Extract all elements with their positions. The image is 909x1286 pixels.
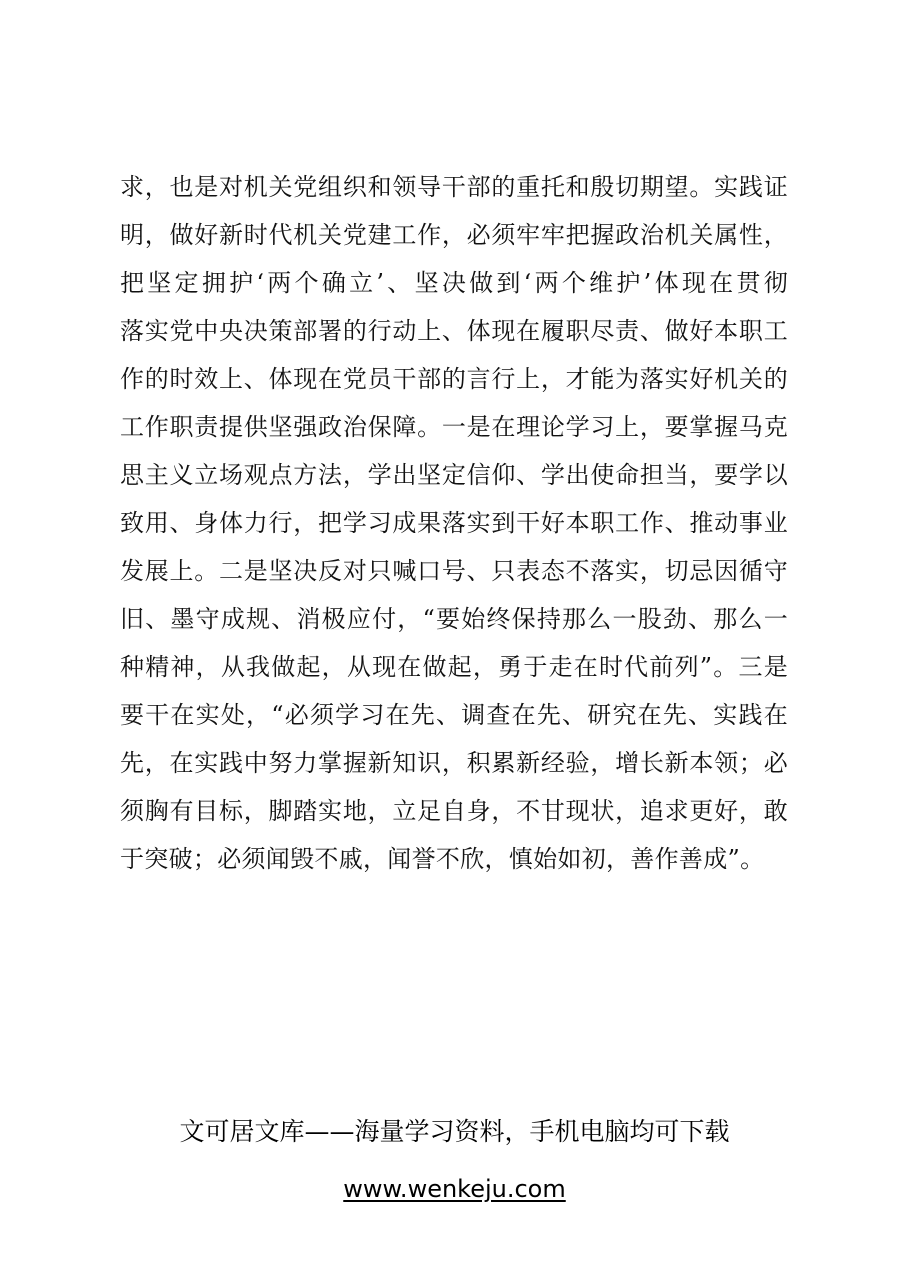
text-line: 思主义立场观点方法，学出坚定信仰、学出使命担当，要学以 [120, 461, 788, 489]
text-line: 落实党中央决策部署的行动上、体现在履职尽责、做好本职工 [120, 317, 788, 345]
text-line: 把坚定拥护‘两个确立’、坚决做到‘两个维护’体现在贯彻 [120, 269, 788, 297]
footer-url-link[interactable]: www.wenkeju.com [343, 1175, 566, 1203]
text-line: 要干在实处，“必须学习在先、调查在先、研究在先、实践在 [120, 701, 788, 729]
text-line: 种精神，从我做起，从现在做起，勇于走在时代前列”。三是 [120, 653, 788, 681]
text-line: 致用、身体力行，把学习成果落实到干好本职工作、推动事业 [120, 509, 788, 537]
footer-title: 文可居文库——海量学习资料，手机电脑均可下载 [179, 1117, 730, 1146]
text-line: 工作职责提供坚强政治保障。一是在理论学习上，要掌握马克 [120, 413, 788, 441]
body-paragraph [120, 163, 788, 883]
text-line: 作的时效上、体现在党员干部的言行上，才能为落实好机关的 [120, 365, 788, 393]
text-line: 发展上。二是坚决反对只喊口号、只表态不落实，切忌因循守 [120, 557, 788, 585]
text-line: 旧、墨守成规、消极应付，“要始终保持那么一股劲、那么一 [120, 605, 788, 633]
text-line: 须胸有目标，脚踏实地，立足自身，不甘现状，追求更好，敢 [120, 797, 788, 825]
text-line: 明，做好新时代机关党建工作，必须牢牢把握政治机关属性， [120, 221, 788, 249]
footer-url-container [0, 1169, 909, 1209]
text-line: 先，在实践中努力掌握新知识，积累新经验，增长新本领；必 [120, 749, 788, 777]
text-line: 求，也是对机关党组织和领导干部的重托和殷切期望。实践证 [120, 173, 788, 201]
text-line: 于突破；必须闻毁不戚，闻誉不欣，慎始如初，善作善成”。 [120, 845, 765, 873]
